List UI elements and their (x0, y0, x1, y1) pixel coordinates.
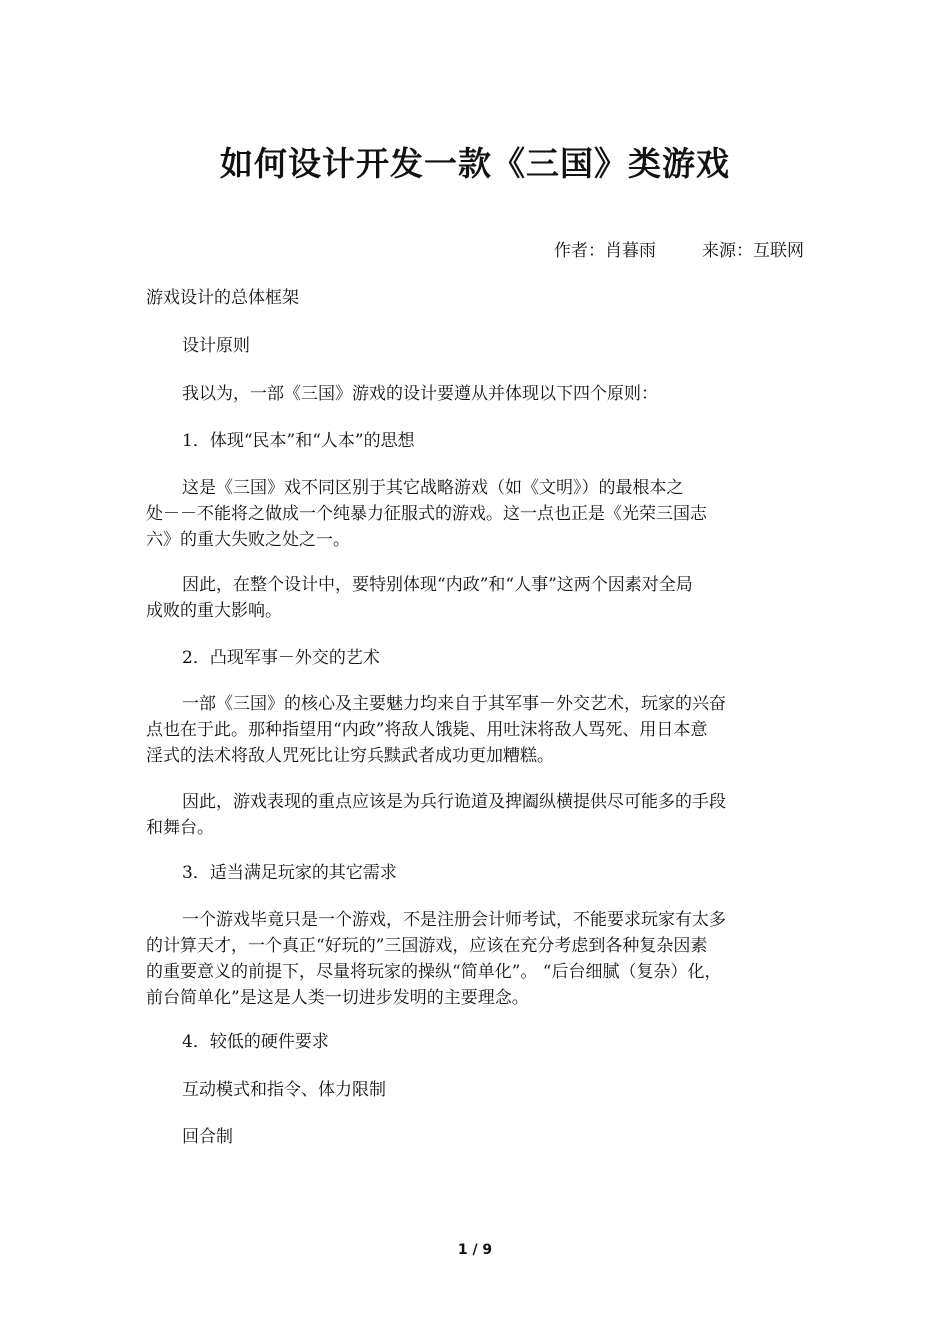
paragraph-line: 六》的重大失败之处之一。 (146, 530, 350, 550)
paragraph-line: 的计算天才，一个真正“好玩的”三国游戏，应该在充分考虑到各种复杂因素 (146, 936, 708, 956)
paragraph-line: 和舞台。 (146, 818, 214, 838)
paragraph-line: 回合制 (182, 1127, 233, 1147)
paragraph-line: 前台简单化”是这是人类一切进步发明的主要理念。 (146, 988, 529, 1008)
paragraph (146, 381, 806, 407)
paragraph (146, 789, 806, 841)
author-label: 作者：肖暮雨 (554, 241, 656, 261)
principle-heading (146, 1029, 806, 1055)
paragraph-line: 1．体现“民本”和“人本”的思想 (182, 431, 415, 451)
principle-heading (146, 428, 806, 454)
paragraph-line: 一部《三国》的核心及主要魅力均来自于其军事－外交艺术，玩家的兴奋 (182, 694, 726, 714)
principle-heading (146, 860, 806, 886)
subsection-heading (146, 333, 806, 359)
document-title: 如何设计开发一款《三国》类游戏 (220, 144, 730, 183)
paragraph-line: 一个游戏毕竟只是一个游戏，不是注册会计师考试，不能要求玩家有太多 (182, 910, 726, 930)
subsection-heading (146, 1124, 806, 1150)
source-label: 来源：互联网 (702, 241, 804, 261)
paragraph-line: 处－－不能将之做成一个纯暴力征服式的游戏。这一点也正是《光荣三国志 (146, 504, 707, 524)
paragraph (146, 691, 806, 769)
byline (554, 237, 804, 265)
paragraph-line: 这是《三国》戏不同区别于其它战略游戏（如《文明》）的最根本之 (182, 478, 684, 498)
paragraph-line: 因此，游戏表现的重点应该是为兵行诡道及捭阖纵横提供尽可能多的手段 (182, 792, 726, 812)
paragraph-line: 互动模式和指令、体力限制 (182, 1080, 386, 1100)
paragraph-line: 因此，在整个设计中，要特别体现“内政”和“人事”这两个因素对全局 (182, 575, 693, 595)
paragraph (146, 475, 806, 553)
paragraph-line: 成败的重大影响。 (146, 601, 282, 621)
paragraph-line: 设计原则 (182, 336, 250, 356)
paragraph-line: 2．凸现军事－外交的艺术 (182, 648, 380, 668)
page-number: 1 / 9 (457, 1242, 493, 1258)
paragraph-line: 淫式的法术将敌人咒死比让穷兵黩武者成功更加糟糕。 (146, 746, 554, 766)
paragraph-line: 4．较低的硬件要求 (182, 1032, 329, 1052)
paragraph (146, 572, 806, 624)
paragraph-line: 的重要意义的前提下，尽量将玩家的操纵“简单化”。 “后台细腻（复杂）化， (146, 962, 722, 982)
paragraph-line: 游戏设计的总体框架 (146, 288, 299, 308)
subsection-heading (146, 1077, 806, 1103)
principle-heading (146, 645, 806, 671)
paragraph-line: 3．适当满足玩家的其它需求 (182, 863, 397, 883)
paragraph (146, 907, 806, 1011)
section-heading (146, 285, 806, 311)
paragraph-line: 点也在于此。那种指望用“内政”将敌人饿毙、用吐沫将敌人骂死、用日本意 (146, 720, 708, 740)
paragraph-line: 我以为，一部《三国》游戏的设计要遵从并体现以下四个原则： (182, 384, 658, 404)
